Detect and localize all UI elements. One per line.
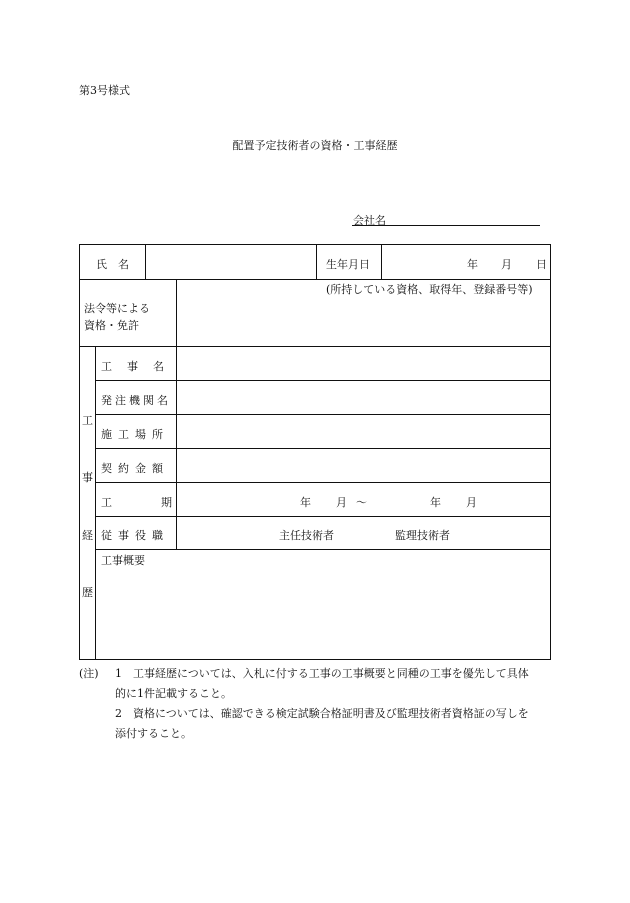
note-1-line-2: 的に1件記載すること。 [115,687,232,700]
qualification-field[interactable] [177,296,550,346]
project-name-label: 工 事 名 [101,360,166,373]
divider [95,482,551,483]
company-name-label: 会社名 [353,214,386,227]
note-1-line-1: 工事経歴については、入札に付する工事の工事概要と同種の工事を優先して具体 [133,667,529,680]
history-side-label: 事 [82,471,93,484]
note-2-line-1: 資格については、確認できる検定試験合格証明書及び監理技術者資格証の写しを [133,707,529,720]
history-side-label: 工 [82,414,93,427]
divider [95,516,551,517]
role-supervising-engineer[interactable]: 監理技術者 [395,529,450,542]
period-end-month: 月 [466,496,477,509]
divider [381,244,382,279]
role-label: 従事役職 [101,529,169,542]
project-summary-label: 工事概要 [101,554,145,567]
divider [316,244,317,279]
project-name-field[interactable] [177,347,550,380]
client-label: 発注機関名 [101,394,171,407]
divider [79,279,551,280]
note-2-line-2: 添付すること。 [115,727,192,740]
document-title: 配置予定技術者の資格・工事経歴 [232,139,398,152]
contract-amount-label: 契約金額 [101,462,169,475]
note-2-number: 2 [115,707,122,720]
qualification-label-line2: 資格・免許 [84,319,139,332]
period-start-month: 月 [336,496,347,509]
birth-date-label: 生年月日 [326,258,370,271]
divider [95,549,551,550]
contract-amount-field[interactable] [177,449,550,482]
birth-day-label: 日 [536,258,547,271]
history-side-label: 経 [82,529,93,542]
name-field[interactable] [146,245,315,279]
qualification-label-line1: 法令等による [84,302,150,315]
company-name-field[interactable] [352,225,540,226]
client-field[interactable] [177,381,550,414]
birth-month-label: 月 [501,258,512,271]
form-number: 第3号様式 [79,84,130,97]
note-1-number: 1 [115,667,122,680]
location-field[interactable] [177,415,550,448]
history-side-label: 歴 [82,586,93,599]
qualification-note: (所持している資格、取得年、登録番号等) [326,283,533,296]
role-chief-engineer[interactable]: 主任技術者 [279,529,334,542]
notes-prefix: (注) [79,667,99,680]
period-tilde: ～ [356,496,367,509]
period-label: 工 期 [101,496,176,509]
period-end-year: 年 [430,496,441,509]
birth-year-label: 年 [467,258,478,271]
name-label: 氏 名 [96,258,129,271]
project-summary-field[interactable] [96,568,550,659]
period-start-year: 年 [300,496,311,509]
location-label: 施工場所 [101,428,169,441]
